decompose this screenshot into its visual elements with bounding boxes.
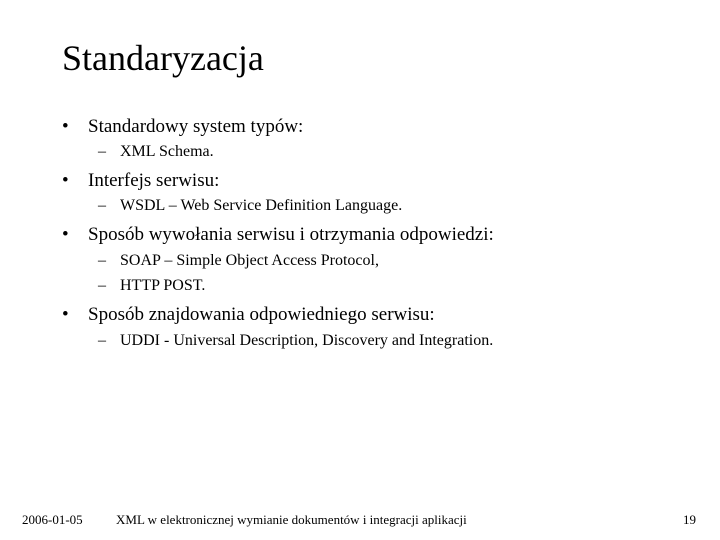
sub-item xyxy=(98,142,214,162)
sub-item-text: SOAP – Simple Object Access Protocol, xyxy=(120,252,379,269)
sub-item xyxy=(98,251,379,271)
bullet-text: Standardowy system typów: xyxy=(88,116,304,137)
slide-title: Standaryzacja xyxy=(62,38,264,78)
sub-item xyxy=(98,276,205,296)
dash-marker: – xyxy=(98,252,106,269)
sub-item-text: XML Schema. xyxy=(120,143,214,160)
bullet-item xyxy=(62,115,303,139)
bullet-marker: • xyxy=(62,224,69,245)
bullet-text: Interfejs serwisu: xyxy=(88,170,220,191)
dash-marker: – xyxy=(98,197,106,214)
bullet-text: Sposób znajdowania odpowiedniego serwisu: xyxy=(88,304,435,325)
bullet-item xyxy=(62,223,494,247)
sub-item-text: WSDL – Web Service Definition Language. xyxy=(120,197,403,214)
footer-date: 2006-01-05 xyxy=(22,512,83,527)
bullet-item xyxy=(62,303,435,327)
page-number: 19 xyxy=(683,512,696,527)
sub-item-text: UDDI - Universal Description, Discovery and Integration. xyxy=(120,332,494,349)
sub-item-text: HTTP POST. xyxy=(120,277,206,294)
dash-marker: – xyxy=(98,332,106,349)
sub-item xyxy=(98,331,493,351)
bullet-marker: • xyxy=(62,116,69,137)
footer-title: XML w elektronicznej wymianie dokumentów i integracji aplikacji xyxy=(116,512,467,527)
sub-item xyxy=(98,196,402,216)
bullet-marker: • xyxy=(62,304,69,325)
bullet-text: Sposób wywołania serwisu i otrzymania odpowiedzi: xyxy=(88,224,494,245)
bullet-marker: • xyxy=(62,170,69,191)
bullet-item xyxy=(62,169,219,193)
dash-marker: – xyxy=(98,143,106,160)
dash-marker: – xyxy=(98,277,106,294)
